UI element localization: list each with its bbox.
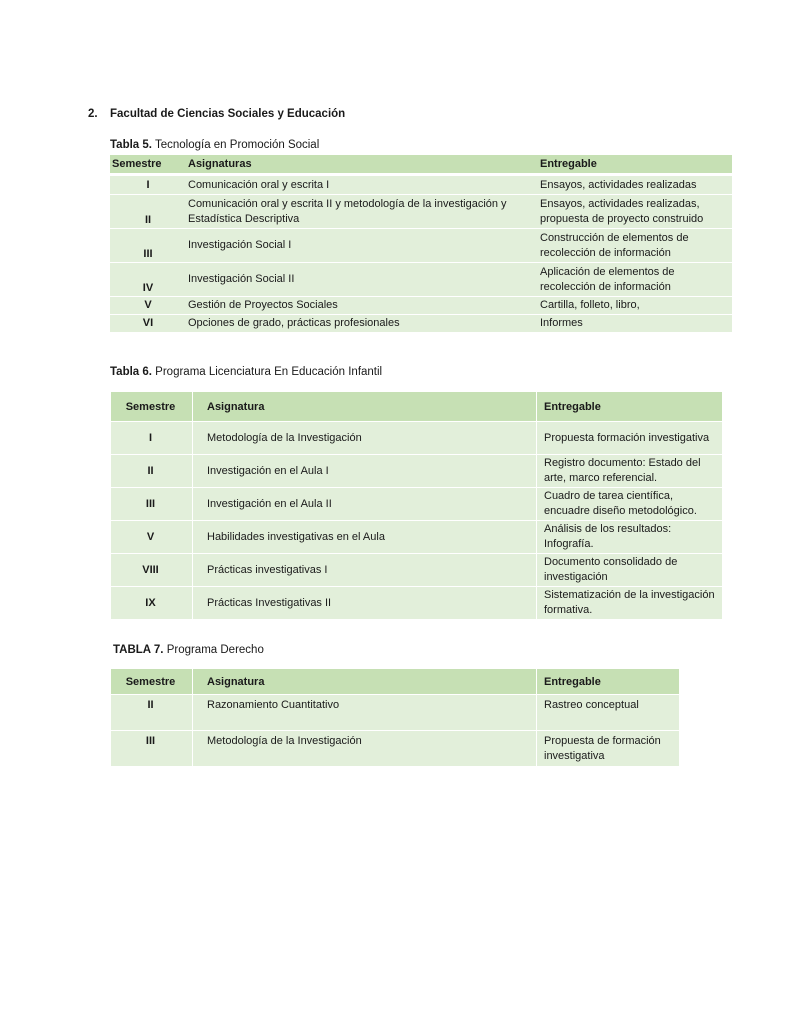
entregable-cell: Ensayos, actividades realizadas <box>538 175 732 195</box>
table-row <box>110 263 732 297</box>
semestre-cell: III <box>111 488 193 521</box>
semestre-cell: VIII <box>111 554 193 587</box>
semestre-cell: II <box>110 195 186 229</box>
table6-caption <box>110 366 382 378</box>
entregable-cell: Rastreo conceptual <box>537 695 680 731</box>
table5-header-asignaturas: Asignaturas <box>186 155 538 175</box>
table-row <box>110 297 732 315</box>
section-number: 2. <box>88 108 98 120</box>
table-row <box>111 521 723 554</box>
semestre-cell: I <box>111 422 193 455</box>
table-row <box>111 587 723 620</box>
table6-header-entregable: Entregable <box>537 392 723 422</box>
table7-caption-text: Programa Derecho <box>166 644 264 656</box>
table7-header-asignatura: Asignatura <box>193 669 537 695</box>
table-row <box>111 455 723 488</box>
asignatura-cell: Prácticas Investigativas II <box>193 587 537 620</box>
table7-caption-label: TABLA 7. <box>113 644 164 656</box>
table7-header-entregable: Entregable <box>537 669 680 695</box>
asignatura-cell: Investigación Social II <box>186 263 538 297</box>
semestre-cell: V <box>111 521 193 554</box>
table5-header-row <box>110 155 732 175</box>
entregable-cell: Construcción de elementos de recolección de información <box>538 229 732 263</box>
table7-header-row <box>111 669 680 695</box>
table-row <box>111 695 680 731</box>
asignatura-cell <box>186 195 538 229</box>
table-row <box>110 315 732 333</box>
semestre-cell: VI <box>110 315 186 333</box>
table5-caption <box>110 139 319 151</box>
table6-caption-text: Programa Licenciatura En Educación Infantil <box>155 366 383 378</box>
table6 <box>111 392 723 620</box>
table-row <box>110 195 732 229</box>
entregable-cell: Registro documento: Estado del arte, marco referencial. <box>537 455 723 488</box>
table5-header-entregable: Entregable <box>538 155 732 175</box>
asignatura-cell: Metodología de la Investigación <box>193 422 537 455</box>
table-row <box>111 554 723 587</box>
asignatura-cell: Opciones de grado, prácticas profesionales <box>186 315 538 333</box>
asignatura-cell: Prácticas investigativas I <box>193 554 537 587</box>
section-title: Facultad de Ciencias Sociales y Educación <box>110 108 346 120</box>
table5-caption-label: Tabla 5. <box>110 139 152 151</box>
table5 <box>110 155 732 333</box>
entregable-cell: Documento consolidado de investigación <box>537 554 723 587</box>
table-row <box>111 488 723 521</box>
table7-caption <box>113 644 264 656</box>
table6-caption-label: Tabla 6. <box>110 366 152 378</box>
asignatura-text: Comunicación oral y escrita II y metodología de la investigación y Estadística Descriptiva <box>188 197 507 225</box>
entregable-cell: Cartilla, folleto, libro, <box>538 297 732 315</box>
table6-header-asignatura: Asignatura <box>193 392 537 422</box>
section-heading <box>88 108 345 120</box>
entregable-cell: Aplicación de elementos de recolección de información <box>538 263 732 297</box>
semestre-cell: II <box>111 455 193 488</box>
table7-header-semestre: Semestre <box>111 669 193 695</box>
semestre-cell: II <box>111 695 193 731</box>
table5-header-semestre: Semestre <box>110 155 186 175</box>
table5-caption-text: Tecnología en Promoción Social <box>154 139 320 151</box>
entregable-cell: Ensayos, actividades realizadas, propuesta de proyecto construido <box>538 195 732 229</box>
semestre-cell: III <box>110 229 186 263</box>
entregable-cell: Propuesta formación investigativa <box>537 422 723 455</box>
entregable-cell: Propuesta de formación investigativa <box>537 731 680 767</box>
semestre-cell: IX <box>111 587 193 620</box>
table6-header-row <box>111 392 723 422</box>
table-row <box>111 731 680 767</box>
semestre-cell: I <box>110 175 186 195</box>
table-row <box>110 229 732 263</box>
entregable-cell: Cuadro de tarea científica, encuadre diseño metodológico. <box>537 488 723 521</box>
semestre-cell: IV <box>110 263 186 297</box>
table-row <box>111 422 723 455</box>
table-row <box>110 175 732 195</box>
asignatura-cell: Razonamiento Cuantitativo <box>193 695 537 731</box>
asignatura-cell: Habilidades investigativas en el Aula <box>193 521 537 554</box>
table7 <box>111 669 680 767</box>
asignatura-cell: Comunicación oral y escrita I <box>186 175 538 195</box>
entregable-cell: Sistematización de la investigación formativa. <box>537 587 723 620</box>
entregable-cell: Análisis de los resultados: Infografía. <box>537 521 723 554</box>
table6-header-semestre: Semestre <box>111 392 193 422</box>
semestre-cell: III <box>111 731 193 767</box>
asignatura-cell: Gestión de Proyectos Sociales <box>186 297 538 315</box>
asignatura-cell: Investigación en el Aula II <box>193 488 537 521</box>
asignatura-cell: Metodología de la Investigación <box>193 731 537 767</box>
asignatura-cell: Investigación en el Aula I <box>193 455 537 488</box>
asignatura-cell: Investigación Social I <box>186 229 538 263</box>
entregable-cell: Informes <box>538 315 732 333</box>
semestre-cell: V <box>110 297 186 315</box>
